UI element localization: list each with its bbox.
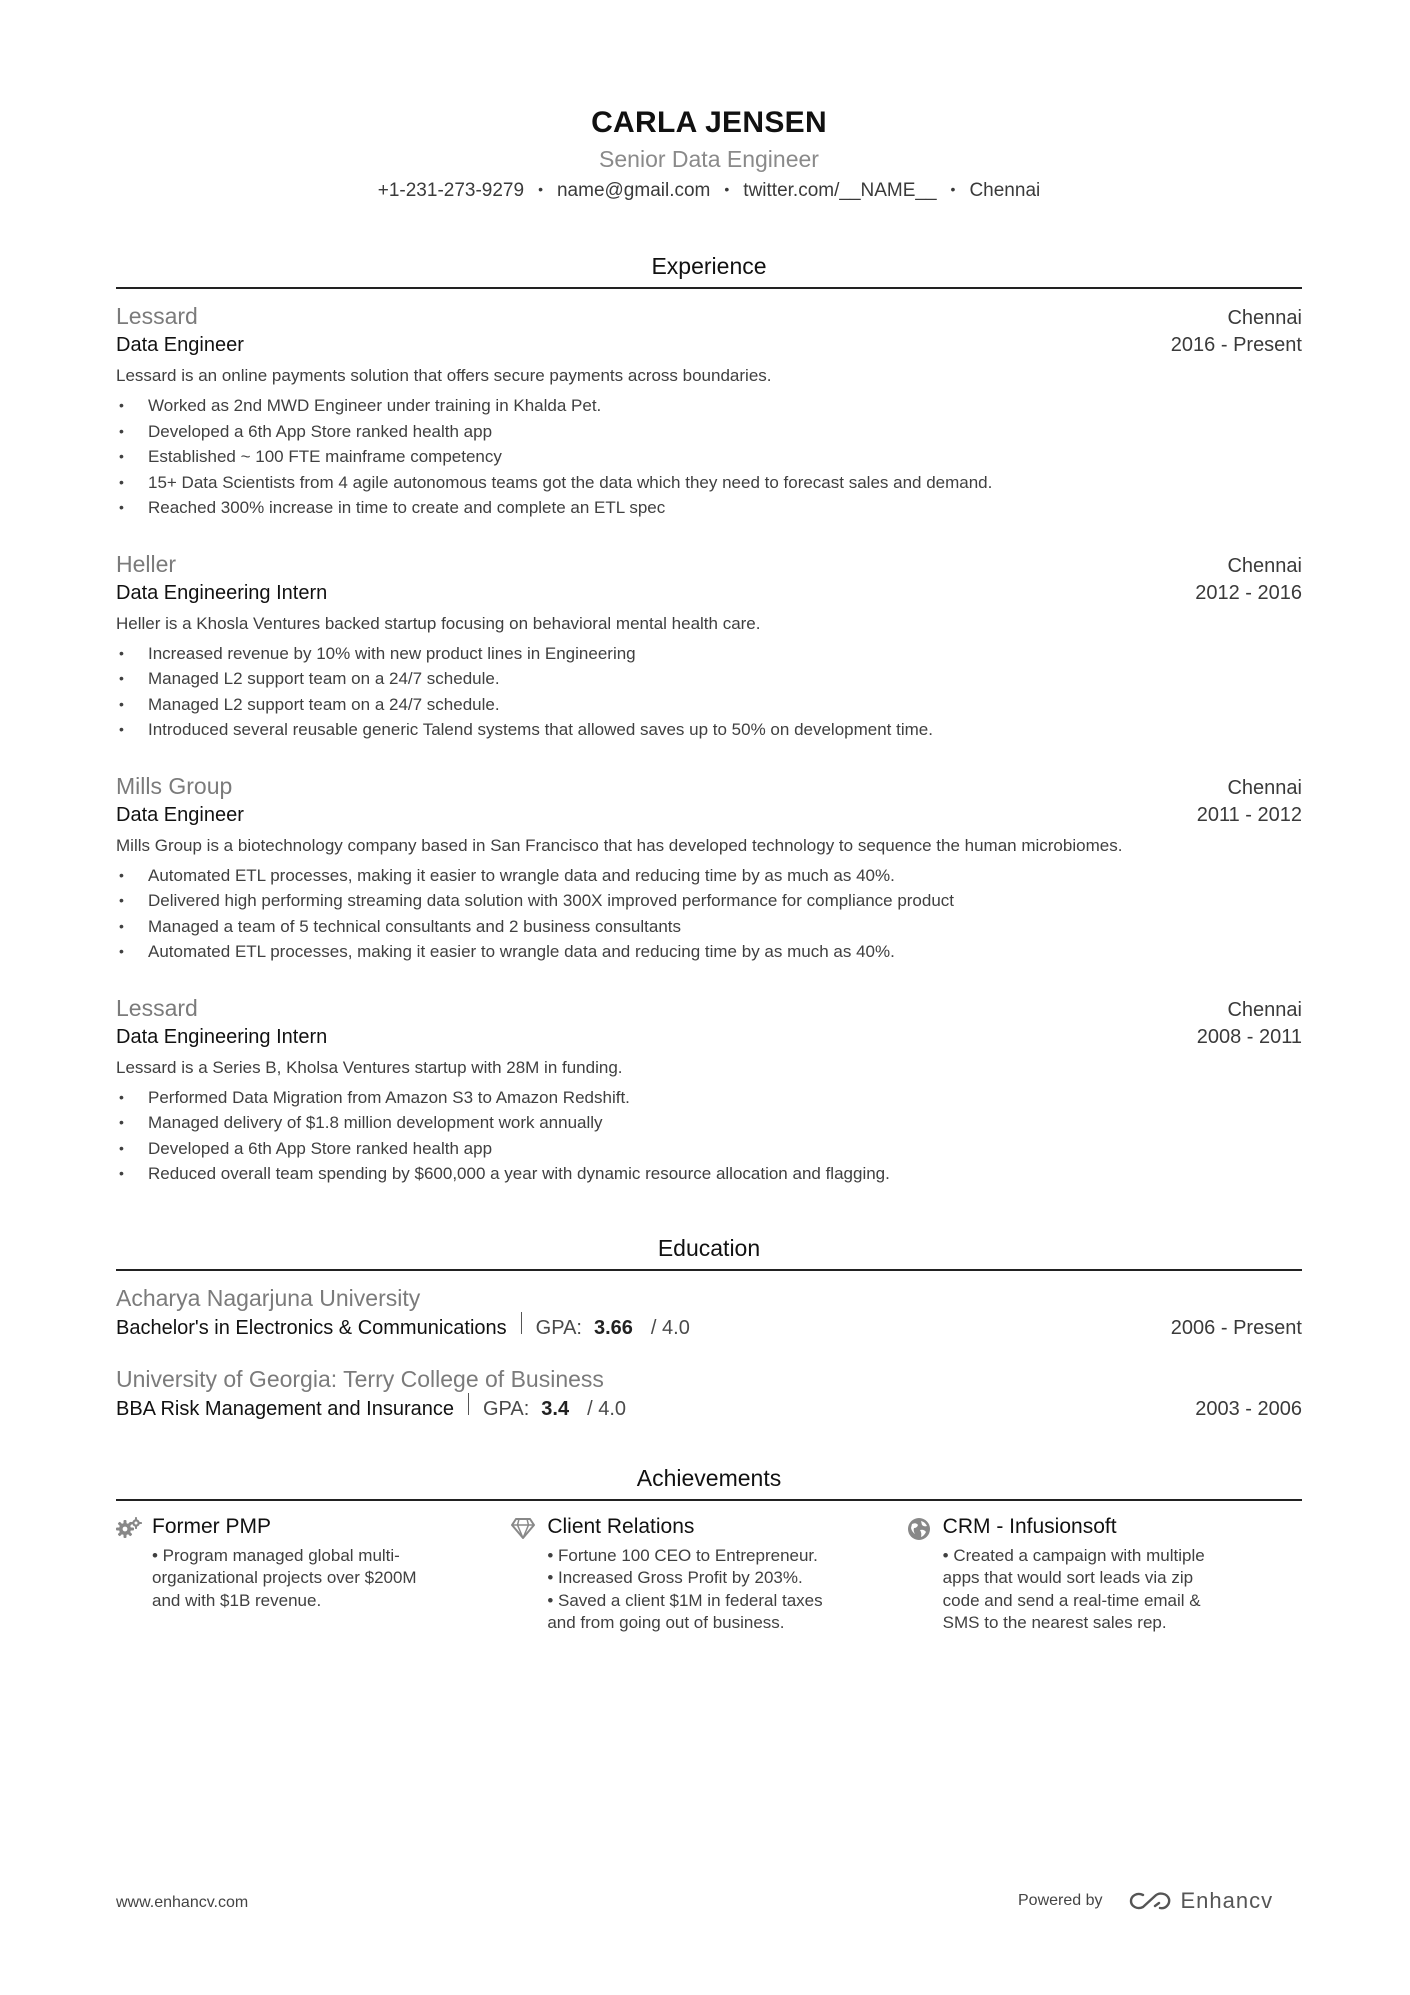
list-item: • Managed L2 support team on a 24/7 schedule. [116,666,1302,692]
section-title-experience: Experience [116,253,1302,289]
gpa-label: GPA: [482,1397,530,1420]
list-item: • Performed Data Migration from Amazon S3 to Amazon Redshift. [116,1085,1302,1111]
experience-section [116,253,1302,1187]
email: name@gmail.com [556,180,711,201]
list-item: • Automated ETL processes, making it easier to wrangle data and reducing time by as much as 40%. [116,863,1302,889]
job-position: Data Engineer [116,334,244,356]
job-position: Data Engineering Intern [116,1025,328,1048]
achievement-description: • Fortune 100 CEO to Entrepreneur. • Increased Gross Profit by 203%. • Saved a client $1M in federal taxes and from going out of business. [547,1545,823,1632]
achievement-description: • Created a campaign with multiple apps that would sort leads via zip code and send a real-time email & SMS to the nearest sales rep. [942,1545,1205,1632]
school-name: Acharya Nagarjuna University [116,1284,421,1311]
globe-icon [907,1515,943,1635]
company-name: Lessard [116,303,198,329]
job-location: Chennai [1227,776,1302,799]
job-dates: 2011 - 2012 [1196,803,1302,826]
twitter-link: twitter.com/__NAME__ [743,180,937,201]
degree-line [116,1312,690,1340]
job-location: Chennai [1227,554,1302,577]
experience-entry [116,995,1302,1187]
achievement-list [116,641,1302,743]
achievement-item [907,1515,1302,1635]
contact-line [116,180,1302,202]
job-dates: 2008 - 2011 [1196,1025,1302,1048]
separator-dot: • [538,181,543,197]
gpa-max: / 4.0 [650,1316,690,1339]
job-position: Data Engineer [116,803,244,826]
achievements-grid [116,1515,1302,1635]
experience-entry [116,773,1302,965]
list-item: • Established ~ 100 FTE mainframe competency [116,444,1302,470]
list-item: • Reached 300% increase in time to create and complete an ETL spec [116,495,1302,521]
section-title-achievements: Achievements [116,1465,1302,1501]
resume-page [116,0,1302,1635]
company-description: Lessard is an online payments solution that offers secure payments across boundaries. [116,366,772,385]
list-item: • Reduced overall team spending by $600,000 a year with dynamic resource allocation and flagging. [116,1161,1302,1187]
candidate-title: Senior Data Engineer [599,146,819,172]
list-item: • 15+ Data Scientists from 4 agile autonomous teams got the data which they need to forecast sales and demand. [116,470,1302,496]
list-item: • Developed a 6th App Store ranked health app [116,419,1302,445]
company-description: Heller is a Khosla Ventures backed startup focusing on behavioral mental health care. [116,613,761,633]
company-name: Heller [116,550,177,577]
education-dates: 2006 - Present [1170,1316,1302,1339]
degree: Bachelor's in Electronics & Communications [116,1316,507,1339]
achievement-item [116,1515,511,1635]
company-description: Mills Group is a biotechnology company based in San Francisco that has developed technology to sequence the human microbiomes. [116,835,1123,855]
achievement-title: Former PMP [152,1514,272,1538]
footer-branding [1018,1888,1273,1914]
education-entry [116,1366,1302,1421]
achievement-list [116,393,1302,521]
achievement-list [116,1085,1302,1187]
job-dates: 2012 - 2016 [1195,581,1302,604]
job-location: Chennai [1227,307,1302,329]
achievement-list [116,863,1302,965]
separator-dot: • [950,181,956,197]
divider [521,1312,522,1334]
company-name: Mills Group [116,772,233,799]
achievement-title: CRM - Infusionsoft [942,1514,1117,1538]
list-item: • Delivered high performing streaming data solution with 300X improved performance for compliance product [116,888,1302,914]
education-section [116,1235,1302,1421]
list-item: • Managed a team of 5 technical consultants and 2 business consultants [116,914,1302,940]
job-dates: 2016 - Present [1170,334,1302,356]
company-name: Lessard [116,994,198,1021]
list-item: • Increased revenue by 10% with new product lines in Engineering [116,641,1302,667]
list-item: • Managed delivery of $1.8 million development work annually [116,1110,1302,1136]
diamond-icon [511,1515,547,1635]
list-item: • Automated ETL processes, making it easier to wrangle data and reducing time by as much as 40%. [116,939,1302,965]
degree: BBA Risk Management and Insurance [116,1397,454,1420]
list-item: • Worked as 2nd MWD Engineer under training in Khalda Pet. [116,393,1302,419]
location: Chennai [969,180,1041,201]
gpa-label: GPA: [535,1316,582,1339]
brand-name: Enhancv [1180,1888,1274,1913]
list-item: • Developed a 6th App Store ranked health app [116,1136,1302,1162]
company-description: Lessard is a Series B, Kholsa Ventures startup with 28M in funding. [116,1057,623,1077]
gpa-max: / 4.0 [587,1397,627,1420]
experience-entry [116,303,1302,521]
section-title-education: Education [116,1235,1302,1271]
powered-by-label: Powered by [1018,1892,1103,1909]
achievement-title: Client Relations [547,1514,695,1538]
experience-entry [116,551,1302,743]
achievements-section [116,1465,1302,1635]
achievement-description: • Program managed global multi- organizational projects over $200M and with $1B revenue. [152,1545,417,1610]
education-dates: 2003 - 2006 [1195,1397,1302,1420]
divider [468,1393,469,1415]
list-item: • Managed L2 support team on a 24/7 schedule. [116,692,1302,718]
gpa-value: 3.4 [541,1397,570,1420]
phone: +1-231-273-9279 [377,180,525,201]
footer-website-link[interactable]: www.enhancv.com [116,1894,249,1911]
list-item: • Introduced several reusable generic Talend systems that allowed saves up to 50% on development time. [116,717,1302,743]
degree-line [116,1393,626,1421]
candidate-name: CARLA JENSEN [591,106,827,139]
education-entry [116,1285,1302,1340]
separator-dot: • [724,181,730,197]
enhancv-logo-icon [1129,1890,1173,1912]
school-name: University of Georgia: Terry College of Business [116,1365,604,1392]
job-location: Chennai [1227,998,1302,1021]
gpa-value: 3.66 [593,1316,633,1339]
job-position: Data Engineering Intern [116,581,328,604]
achievement-item [511,1515,906,1635]
brand-logo[interactable] [1129,1888,1274,1914]
gears-icon [116,1515,152,1635]
